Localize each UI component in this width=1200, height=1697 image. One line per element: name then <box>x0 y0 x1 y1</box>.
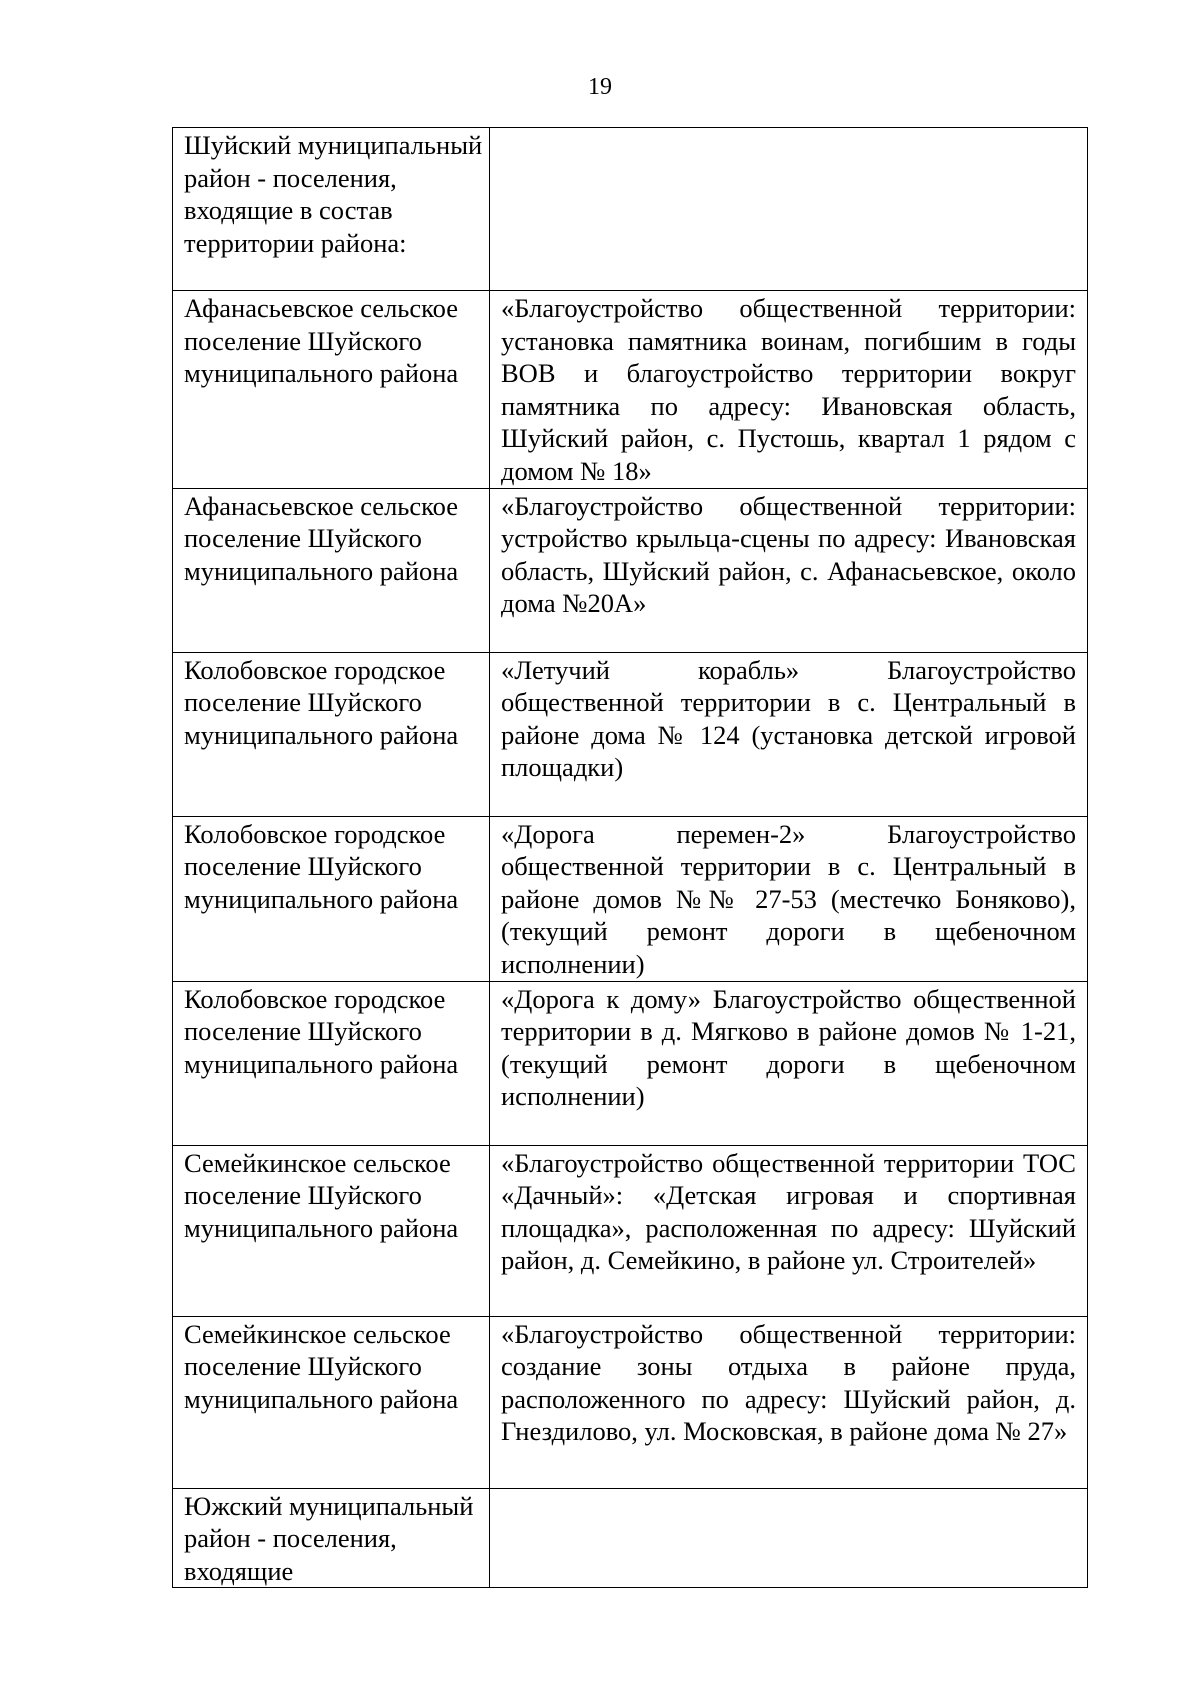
table-row <box>173 816 1088 981</box>
table-row <box>173 1316 1088 1488</box>
project-cell: «Благоустройство общественной территории: устройство крыльца-сцены по адресу: Ивановская область, Шуйский район, с. Афанасьевское, около дома №20А» <box>490 488 1088 652</box>
project-cell: «Благоустройство общественной территории ТОС «Дачный»: «Детская игровая и спортивная площадка», расположенная по адресу: Шуйский район, д. Семейкино, в районе ул. Строителей» <box>490 1145 1088 1316</box>
settlement-cell: Афанасьевское сельское поселение Шуйского муниципального района <box>173 291 490 489</box>
page-number: 19 <box>588 74 612 100</box>
project-cell <box>490 128 1088 291</box>
settlement-cell: Колобовское городское поселение Шуйского муниципального района <box>173 816 490 981</box>
table-row <box>173 981 1088 1145</box>
project-cell: «Дорога к дому» Благоустройство общественной территории в д. Мягково в районе домов № 1-21, (текущий ремонт дороги в щебеночном исполнении) <box>490 981 1088 1145</box>
district-cell: Южский муниципальный район - поселения, входящие <box>173 1488 490 1588</box>
project-cell: «Благоустройство общественной территории: установка памятника воинам, погибшим в годы ВОВ и благоустройство территории вокруг памятника по адресу: Ивановская область, Шуйский район, с. Пустошь, квартал 1 рядом с домом № 18» <box>490 291 1088 489</box>
project-cell: «Дорога перемен-2» Благоустройство общественной территории в с. Центральный в районе домов №№ 27-53 (местечко Боняково), (текущий ремонт дороги в щебеночном исполнении) <box>490 816 1088 981</box>
table-row <box>173 291 1088 489</box>
table-row <box>173 652 1088 816</box>
settlement-cell: Колобовское городское поселение Шуйского муниципального района <box>173 652 490 816</box>
project-cell: «Благоустройство общественной территории: создание зоны отдыха в районе пруда, расположенного по адресу: Шуйский район, д. Гнездилово, ул. Московская, в районе дома № 27» <box>490 1316 1088 1488</box>
settlements-projects-table <box>172 127 1088 1588</box>
table-row <box>173 1145 1088 1316</box>
settlement-cell: Афанасьевское сельское поселение Шуйского муниципального района <box>173 488 490 652</box>
settlement-cell: Семейкинское сельское поселение Шуйского муниципального района <box>173 1316 490 1488</box>
project-cell <box>490 1488 1088 1588</box>
settlement-cell: Колобовское городское поселение Шуйского муниципального района <box>173 981 490 1145</box>
project-cell: «Летучий корабль» Благоустройство общественной территории в с. Центральный в районе дома № 124 (установка детской игровой площадки) <box>490 652 1088 816</box>
table-row <box>173 128 1088 291</box>
district-cell: Шуйский муниципальный район - поселения, входящие в состав территории района: <box>173 128 490 291</box>
settlement-cell: Семейкинское сельское поселение Шуйского муниципального района <box>173 1145 490 1316</box>
table-row <box>173 1488 1088 1588</box>
table-row <box>173 488 1088 652</box>
